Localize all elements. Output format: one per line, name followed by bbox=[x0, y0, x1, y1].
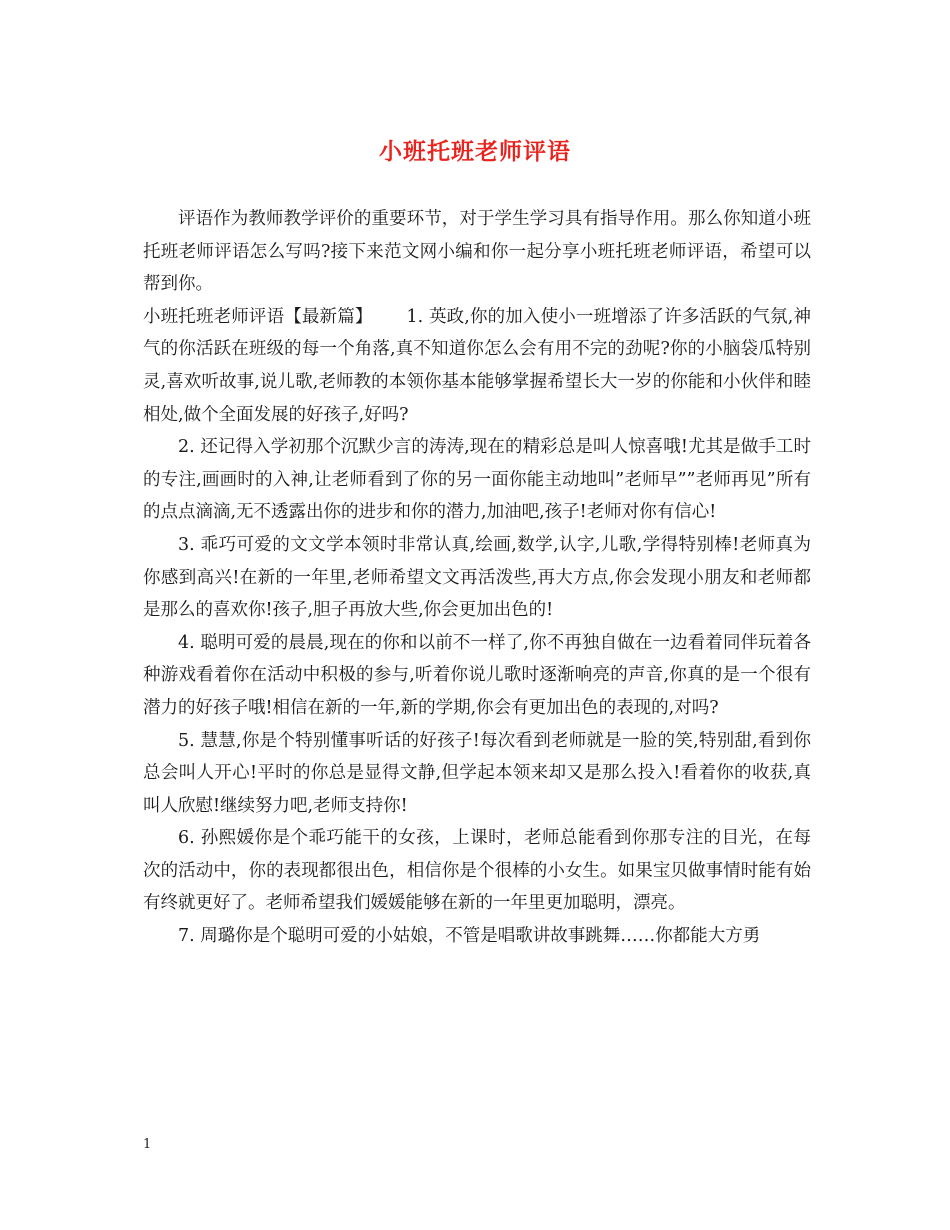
comment-item-1: 1. 英政,你的加入使小一班增添了许多活跃的气氛,神气的你活跃在班级的每一个角落,真不知道你怎么会有用不完的劲呢?你的小脑袋瓜特别灵,喜欢听故事,说儿歌,老师教的本领你基本能够掌握希望长大一岁的你能和小伙伴和睦相处,做个全面发展的好孩子,好吗? bbox=[143, 306, 811, 425]
document-body bbox=[143, 203, 811, 953]
page-number: 1 bbox=[143, 1137, 152, 1152]
section-heading: 小班托班老师评语【最新篇】 bbox=[143, 306, 373, 327]
section-paragraph bbox=[143, 301, 811, 431]
intro-paragraph: 评语作为教师教学评价的重要环节，对于学生学习具有指导作用。那么你知道小班托班老师评语怎么写吗?接下来范文网小编和你一起分享小班托班老师评语，希望可以帮到你。 bbox=[143, 209, 811, 295]
page-title: 小班托班老师评语 bbox=[379, 138, 571, 165]
comment-item-2: 2. 还记得入学初那个沉默少言的涛涛,现在的精彩总是叫人惊喜哦!尤其是做手工时的专注,画画时的入神,让老师看到了你的另一面你能主动地叫”老师早””老师再见”所有的点点滴滴,无不透露出你的进步和你的潜力,加油吧,孩子!老师对你有信心! bbox=[143, 437, 811, 523]
comment-item-6: 6. 孙熙媛你是个乖巧能干的女孩，上课时，老师总能看到你那专注的目光，在每次的活动中，你的表现都很出色，相信你是个很棒的小女生。如果宝贝做事情时能有始有终就更好了。老师希望我们媛媛能够在新的一年里更加聪明，漂亮。 bbox=[143, 828, 811, 914]
comment-item-4: 4. 聪明可爱的晨晨,现在的你和以前不一样了,你不再独自做在一边看着同伴玩着各种游戏看着你在活动中积极的参与,听着你说儿歌时逐渐响亮的声音,你真的是一个很有潜力的好孩子哦!相信在新的一年,新的学期,你会有更加出色的表现的,对吗? bbox=[143, 632, 811, 718]
comment-item-5: 5. 慧慧,你是个特别懂事听话的好孩子!每次看到老师就是一脸的笑,特别甜,看到你总会叫人开心!平时的你总是显得文静,但学起本领来却又是那么投入!看着你的收获,真叫人欣慰!继续努力吧,老师支持你! bbox=[143, 730, 811, 816]
comment-item-3: 3. 乖巧可爱的文文学本领时非常认真,绘画,数学,认字,儿歌,学得特别棒!老师真为你感到高兴!在新的一年里,老师希望文文再活泼些,再大方点,你会发现小朋友和老师都是那么的喜欢你!孩子,胆子再放大些,你会更加出色的! bbox=[143, 534, 811, 621]
comment-item-7: 7. 周璐你是个聪明可爱的小姑娘，不管是唱歌讲故事跳舞……你都能大方勇 bbox=[178, 926, 761, 947]
